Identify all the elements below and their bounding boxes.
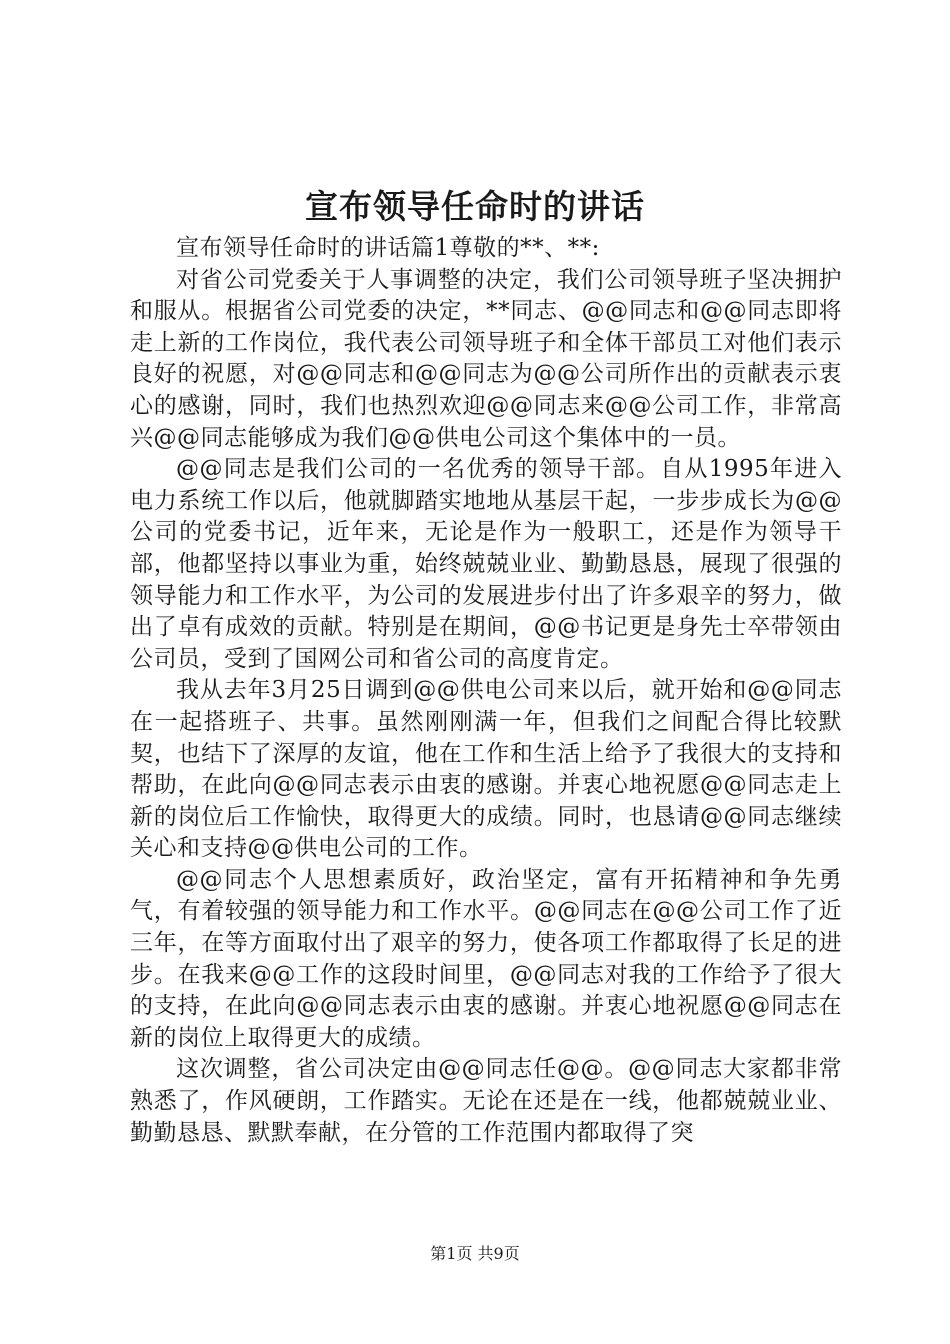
paragraph-1: 宣布领导任命时的讲话篇1尊敬的**、**: [176, 235, 600, 261]
paragraph-3: @@同志是我们公司的一名优秀的领导干部。自从1995年进入电力系统工作以后，他就脚踏实地地从基层干起，一步步成长为@@公司的党委书记，近年来，无论是作为一般职工，还是作为领导干部，他都坚持以事业为重，始终兢兢业业、勤勤恳恳，展现了很强的领导能力和工作水平，为公司的发展进步付出了许多艰辛的努力，做出了卓有成效的贡献。特别是在期间，@@书记更是身先士卒带领由公司员，受到了国网公司和省公司的高度肯定。 [130, 456, 842, 672]
document-title: 宣布领导任命时的讲话 [305, 187, 645, 226]
document-body [130, 233, 842, 1149]
page-number-footer: 第1页 共9页 [430, 1244, 520, 1263]
paragraph-6: 这次调整，省公司决定由@@同志任@@。@@同志大家都非常熟悉了，作风硬朗，工作踏实。无论在还是在一线，他都兢兢业业、勤勤恳恳、默默奉献，在分管的工作范围内都取得了突 [130, 1056, 842, 1146]
paragraph-2: 对省公司党委关于人事调整的决定，我们公司领导班子坚决拥护和服从。根据省公司党委的决定，**同志、@@同志和@@同志即将走上新的工作岗位，我代表公司领导班子和全体干部员工对他们表示良好的祝愿，对@@同志和@@同志为@@公司所作出的贡献表示衷心的感谢，同时，我们也热烈欢迎@@同志来@@公司工作，非常高兴@@同志能够成为我们@@供电公司这个集体中的一员。 [130, 266, 842, 451]
paragraph-5: @@同志个人思想素质好，政治坚定，富有开拓精神和争先勇气，有着较强的领导能力和工作水平。@@同志在@@公司工作了近三年，在等方面取付出了艰辛的努力，使各项工作都取得了长足的进步。在我来@@工作的这段时间里，@@同志对我的工作给予了很大的支持，在此向@@同志表示由衷的感谢。并衷心地祝愿@@同志在新的岗位上取得更大的成绩。 [130, 866, 842, 1051]
paragraph-4: 我从去年3月25日调到@@供电公司来以后，就开始和@@同志在一起搭班子、共事。虽然刚刚满一年，但我们之间配合得比较默契，也结下了深厚的友谊，他在工作和生活上给予了我很大的支持和帮助，在此向@@同志表示由衷的感谢。并衷心地祝愿@@同志走上新的岗位后工作愉快，取得更大的成绩。同时，也恳请@@同志继续关心和支持@@供电公司的工作。 [130, 677, 842, 862]
